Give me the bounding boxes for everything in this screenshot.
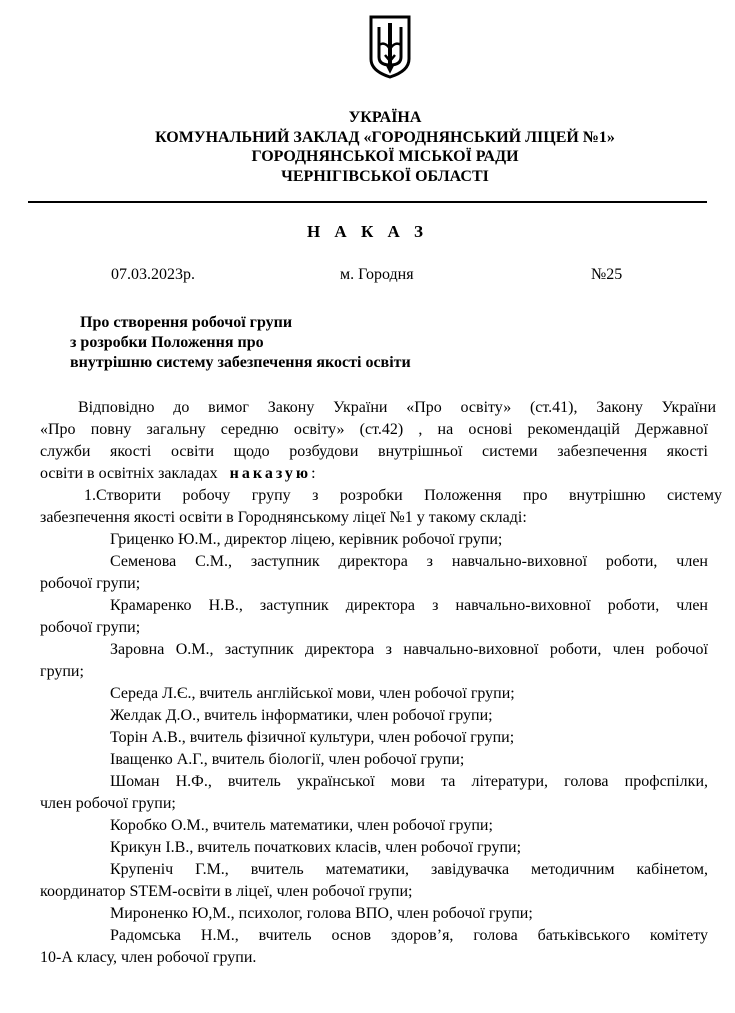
members-list [40,529,708,969]
member-entry [40,771,708,815]
document-type-title: Н А К А З [306,222,429,241]
item-1-line: забезпечення якості освіти в Городнянському ліцеї №1 у такому складі: [40,509,527,526]
member-line-continued: групи; [40,663,84,680]
trident-emblem-icon [365,15,415,79]
member-entry [40,551,708,595]
member-line: Заровна О.М., заступник директора з навчально-виховної роботи, член робочої [110,641,708,658]
member-entry [40,595,708,639]
member-line: Радомська Н.М., вчитель основ здоров’я, голова батьківського комітету [110,927,708,944]
order-place: м. Городня [340,266,414,283]
member-entry [40,925,708,969]
order-body [40,397,722,969]
member-entry [110,815,708,837]
intro-line: служби якості освіти щодо розбудови внутрішньої системи забезпечення якості [40,443,708,460]
member-entry [110,749,708,771]
order-date: 07.03.2023р. [111,266,195,283]
member-line-continued: робочої групи; [40,575,141,592]
member-line: Іващенко А.Г., вчитель біології, член робочої групи; [110,751,465,768]
header-institution: КОМУНАЛЬНИЙ ЗАКЛАД «ГОРОДНЯНСЬКИЙ ЛІЦЕЙ №1» [155,128,615,146]
member-entry [110,683,708,705]
member-line: Крамаренко Н.В., заступник директора з навчально-виховної роботи, член [110,597,708,614]
header-divider [28,201,707,203]
member-line: Крупеніч Г.М., вчитель математики, завідувачка методичним кабінетом, [110,861,708,878]
subject-line: з розробки Положення про [70,334,264,351]
member-entry [40,859,708,903]
intro-line-last [40,463,708,485]
member-line: Желдак Д.О., вчитель інформатики, член робочої групи; [110,707,493,724]
intro-paragraph [40,397,716,485]
member-line-continued: робочої групи; [40,619,141,636]
member-entry [110,903,708,925]
order-number: №25 [591,266,623,283]
member-line-continued: 10-А класу, член робочої групи. [40,949,257,966]
member-entry [110,837,708,859]
order-punct: : [311,465,316,482]
intro-line: «Про повну загальну середню освіту» (ст.42) , на основі рекомендацій Державної [40,421,708,438]
member-line: Шоман Н.Ф., вчитель української мови та літератури, голова профспілки, [110,773,708,790]
member-entry [110,529,708,551]
member-line: Середа Л.Є., вчитель англійської мови, член робочої групи; [110,685,515,702]
document-header [40,108,730,186]
header-region: ЧЕРНІГІВСЬКОЇ ОБЛАСТІ [281,167,489,185]
header-council: ГОРОДНЯНСЬКОЇ МІСЬКОЇ РАДИ [251,148,519,165]
member-line: Крикун І.В., вчитель початкових класів, член робочої групи; [110,839,522,856]
member-line-continued: координатор STEM-освіти в ліцеї, член робочої групи; [40,883,413,900]
intro-line: освіти в освітніх закладах [40,465,218,482]
order-word: наказую [229,465,312,482]
member-line-continued: член робочої групи; [40,795,176,812]
member-entry [110,705,708,727]
order-subject [70,313,411,373]
item-1-paragraph [40,485,722,529]
header-country: УКРАЇНА [348,109,422,126]
subject-line: внутрішню систему забезпечення якості освіти [70,354,411,371]
member-line: Торін А.В., вчитель фізичної культури, член робочої групи; [110,729,515,746]
member-line: Коробко О.М., вчитель математики, член робочої групи; [110,817,493,834]
intro-line: Відповідно до вимог Закону України «Про освіту» (ст.41), Закону України [78,399,716,416]
member-line: Семенова С.М., заступник директора з навчально-виховної роботи, член [110,553,708,570]
item-1-line: 1.Створити робочу групу з розробки Положення про внутрішню систему [84,487,722,504]
member-line: Мироненко Ю,М., психолог, голова ВПО, член робочої групи; [110,905,533,922]
member-line: Гриценко Ю.М., директор ліцею, керівник робочої групи; [110,531,503,548]
subject-line: Про створення робочої групи [80,314,293,331]
member-entry [110,727,708,749]
member-entry [40,639,708,683]
